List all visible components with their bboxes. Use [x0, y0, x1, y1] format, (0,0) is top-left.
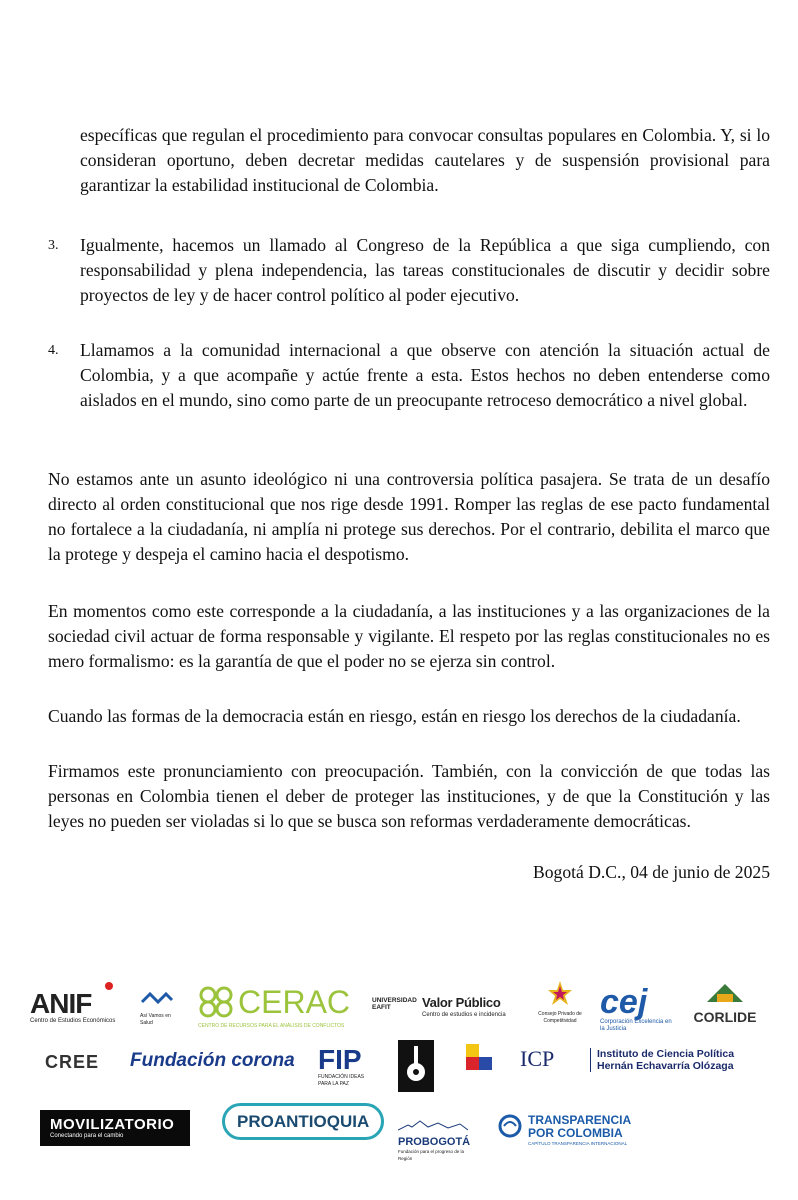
movilizatorio-logo: MOVILIZATORIO Conectando para el cambio: [40, 1110, 190, 1146]
document-page: específicas que regulan el procedimiento para convocar consultas populares en Colombia. Y, si lo consideran oportuno, deben decretar medidas cautelares y de suspensión provisional para garantizar la estabilidad institucional de Colombia. 3. Igualmente, hacemos un llamado al Congreso de la República a que siga cumpliendo, con responsabilidad y plena independencia, las tareas constitucionales de discutir y decidir sobre proyectos de ley y de hacer control político al poder ejecutivo. 4. Llamamos a la comunidad internacional a que observe con atención la situación actual de Colombia, y a que acompañe y actúe frente a esta. Estos hechos no deben entenderse como aislados en el mundo, sino como parte de un preocupante retroceso democrático a nivel global. No estamos ante un asunto ideológico ni una controversia política pasajera. Se trata de un desafío directo al orden constitucional que nos rige desde 1991. Romper las reglas de ese pacto fundamental no fortalece a la ciudadanía, ni amplía ni protege sus derechos. Por el contrario, debilita el marco que la protege y despeja el camino hacia el despotismo. En momentos como este corresponde a la ciudadanía, a las instituciones y a las organizaciones de la sociedad civil actuar de forma responsable y vigilante. El respeto por las reglas constitucionales no es mero formalismo: es la garantía de que el poder no se ejerza sin control. Cuando las formas de la democracia están en riesgo, están en riesgo los derechos de la ciudadanía. Firmamos este pronunciamiento con preocupación. También, con la convicción de que todas las personas en Colombia tienen el deber de proteger las instituciones, y de que la Constitución y las leyes no pueden ser violadas si lo que se busca son reformas verdaderamente democráticas. Bogotá D.C., 04 de junio de 2025 ANIF Centro de Estudios Económicos Así Vamos en Salud CERAC CENTRO DE RECURSOS PARA EL ANÁLISIS DE CONFLICTOS UNIVERSIDAD EAFIT Valor Público Centro de estudios e incidencia Consejo Privado de Competitividad cej Corporación Excelencia en la Justicia CORLIDE CREE Fundación corona FIP FUNDACIÓN IDEAS PARA LA PAZ ICP Instituto de Ciencia Política Hernán Echavarría Olózaga MOVILIZATORIO Conectando para el cambio PROANTIOQUIA PROBOGOTÁ Fundación para el progreso de la Región TRANSPARENCIA POR COLOMBIA CAPÍTULO TRANSPARENCIA INTERNACIONAL: [30, 125, 770, 1161]
guitar-icon: [398, 1040, 434, 1092]
guitar-org-logo: [398, 1040, 434, 1097]
skyline-icon: [398, 1119, 468, 1131]
flag-blocks-icon: [466, 1044, 492, 1070]
intro-continuation: específicas que regulan el procedimiento para convocar consultas populares en Colombia. Y, si lo consideran oportuno, deben decretar medidas cautelares y de suspensión provisional para garantizar la estabilidad institucional de Colombia.: [80, 125, 770, 195]
list-item-number: 3.: [48, 238, 59, 253]
star-icon: [547, 980, 573, 1006]
list-item-text: Llamamos a la comunidad internacional a que observe con atención la situación actual de Colombia, y a que acompañe y actúe frente a esta. Estos hechos no deben entenderse como aislados en el mundo, sino como parte de un preocupante retroceso democrático a nivel global.: [80, 340, 770, 410]
corlide-logo: CORLIDE: [690, 982, 760, 1025]
valor-publico-logo: Valor Público Centro de estudios e incidencia: [422, 995, 506, 1018]
house-icon: [705, 982, 745, 1004]
cej-logo: cej Corporación Excelencia en la Justicia: [600, 983, 672, 1032]
consejo-privado-logo: Consejo Privado de Competitividad: [536, 980, 584, 1025]
flag-colors-logo: [466, 1044, 496, 1075]
icp-logo: ICP Instituto de Ciencia Política Hernán Echavarría Olózaga: [520, 1046, 735, 1072]
paragraph-firmamos: Firmamos este pronunciamiento con preocupación. También, con la convicción de que todas las personas en Colombia tienen el deber de proteger las instituciones, y de que la Constitución y las leyes no pueden ser violadas si lo que se busca son reformas verdaderamente democráticas.: [48, 761, 770, 831]
list-item-text: Igualmente, hacemos un llamado al Congreso de la República a que siga cumpliendo, con responsabilidad y plena independencia, las tareas constitucionales de discutir y decidir sobre proyectos de ley y de hacer control político al poder ejecutivo.: [80, 235, 770, 305]
paragraph-democracia: Cuando las formas de la democracia están en riesgo, están en riesgo los derechos de la ciudadanía.: [48, 706, 741, 726]
anif-dot-icon: [105, 982, 113, 990]
cree-logo: CREE: [45, 1052, 100, 1072]
anif-logo: ANIF Centro de Estudios Económicos: [30, 990, 120, 1025]
paragraph-ideologico: No estamos ante un asunto ideológico ni una controversia política pasajera. Se trata de un desafío directo al orden constitucional que nos rige desde 1991. Romper las reglas de ese pacto fundamental no fortalece a la ciudadanía, ni amplía ni protege sus derechos. Por el contrario, debilita el marco que la protege y despeja el camino hacia el despotismo.: [48, 469, 770, 564]
fip-logo: FIP FUNDACIÓN IDEAS PARA LA PAZ: [318, 1044, 365, 1087]
list-item-number: 4.: [48, 343, 59, 358]
eafit-logo: UNIVERSIDAD EAFIT: [372, 997, 417, 1011]
paragraph-momentos: En momentos como este corresponde a la ciudadanía, a las instituciones y a las organizaciones de la sociedad civil actuar de forma responsable y vigilante. El respeto por las reglas constitucionales no es mero formalismo: es la garantía de que el poder no se ejerza sin control.: [48, 601, 770, 671]
cerac-knot-icon: [198, 985, 236, 1019]
proantioquia-logo: PROANTIOQUIA: [222, 1112, 384, 1132]
wave-icon: [140, 990, 174, 1008]
document-date: Bogotá D.C., 04 de junio de 2025: [532, 862, 770, 882]
fundacion-corona-logo: Fundación corona: [130, 1050, 295, 1071]
globe-icon: [498, 1114, 522, 1138]
probogota-logo: PROBOGOTÁ Fundación para el progreso de la Región: [398, 1118, 478, 1162]
asi-vamos-logo: Así Vamos en Salud: [140, 990, 180, 1027]
